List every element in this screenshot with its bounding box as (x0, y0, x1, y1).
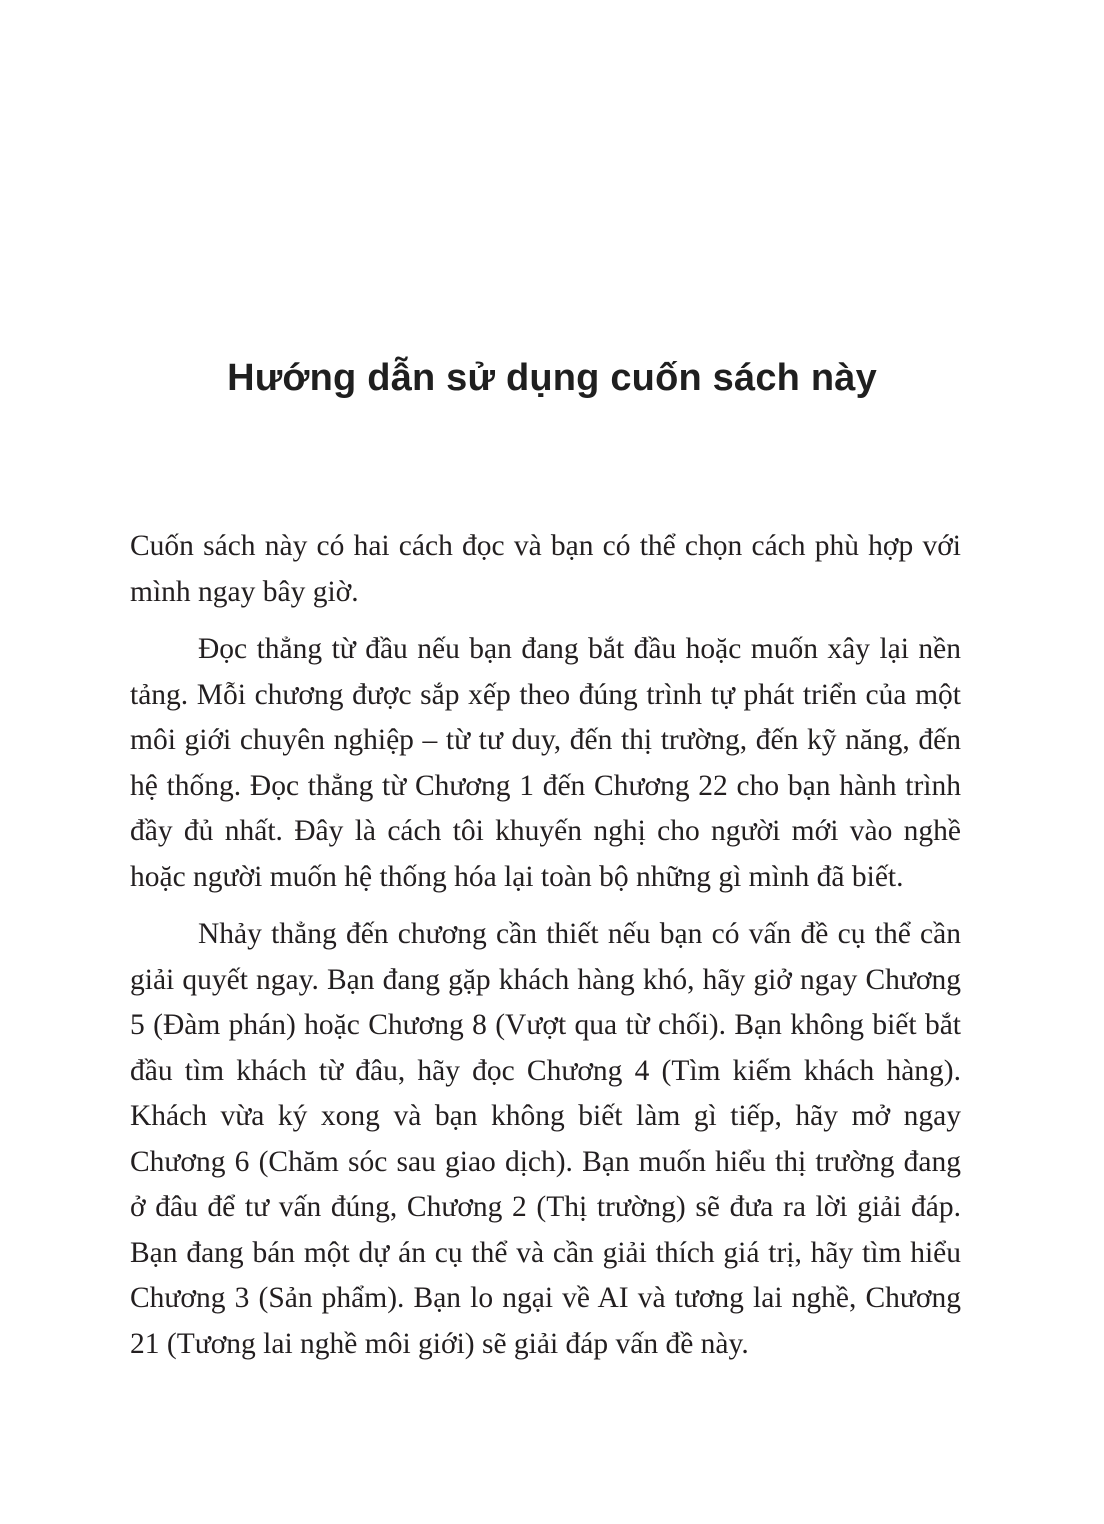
body-text (130, 524, 961, 1379)
paragraph-intro: Cuốn sách này có hai cách đọc và bạn có thể chọn cách phù hợp với mình ngay bây giờ. (130, 530, 961, 608)
paragraph-read-straight: Đọc thẳng từ đầu nếu bạn đang bắt đầu hoặc muốn xây lại nền tảng. Mỗi chương được sắp xếp theo đúng trình tự phát triển của một môi giới chuyên nghiệp – từ tư duy, đến thị trường, đến kỹ năng, đến hệ thống. Đọc thẳng từ Chương 1 đến Chương 22 cho bạn hành trình đầy đủ nhất. Đây là cách tôi khuyến nghị cho người mới vào nghề hoặc người muốn hệ thống hóa lại toàn bộ những gì mình đã biết. (130, 633, 961, 893)
page-title: Hướng dẫn sử dụng cuốn sách này (227, 357, 877, 399)
paragraph-jump-to-chapter: Nhảy thẳng đến chương cần thiết nếu bạn có vấn đề cụ thể cần giải quyết ngay. Bạn đang gặp khách hàng khó, hãy giở ngay Chương 5 (Đàm phán) hoặc Chương 8 (Vượt qua từ chối). Bạn không biết bắt đầu tìm khách từ đâu, hãy đọc Chương 4 (Tìm kiếm khách hàng). Khách vừa ký xong và bạn không biết làm gì tiếp, hãy mở ngay Chương 6 (Chăm sóc sau giao dịch). Bạn muốn hiểu thị trường đang ở đâu để tư vấn đúng, Chương 2 (Thị trường) sẽ đưa ra lời giải đáp. Bạn đang bán một dự án cụ thể và cần giải thích giá trị, hãy tìm hiểu Chương 3 (Sản phẩm). Bạn lo ngại về AI và tương lai nghề, Chương 21 (Tương lai nghề môi giới) sẽ giải đáp vấn đề này. (130, 918, 961, 1360)
